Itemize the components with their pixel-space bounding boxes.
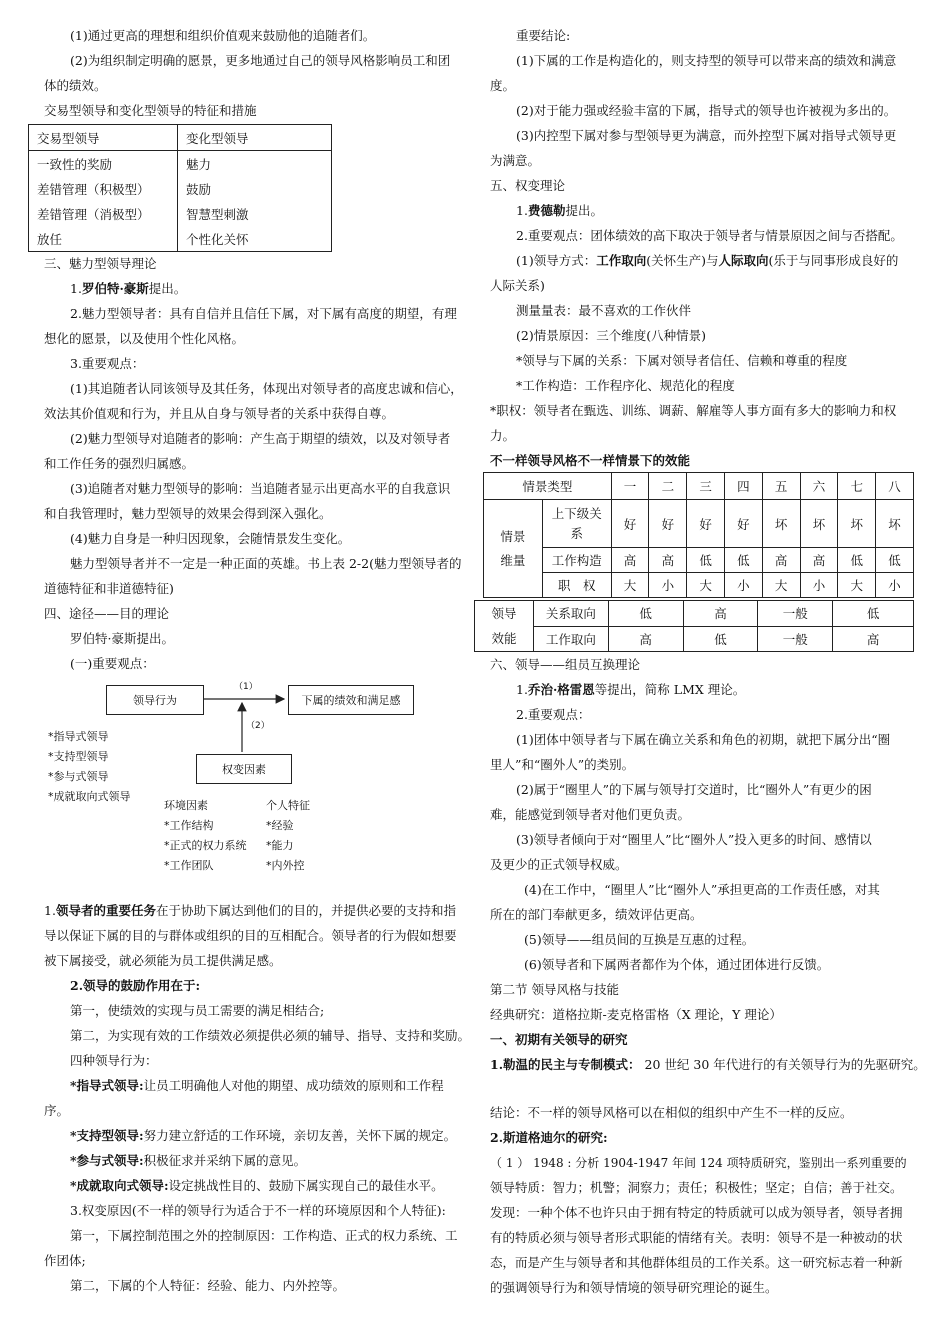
paragraph: (一)重要观点： bbox=[70, 656, 155, 671]
paragraph: *职权：领导者在甄选、训练、调薪、解雇等人事方面有多大的影响力和权 bbox=[490, 403, 897, 418]
paragraph: 态，而是产生与领导者和其他群体组员的工作关系。这一研究标志着一种新 bbox=[490, 1255, 903, 1270]
paragraph: 里人”和“圈外人”的类别。 bbox=[490, 757, 635, 772]
table-cell: 好 bbox=[649, 500, 687, 548]
paragraph: 第二，下属的个人特征：经验、能力、内外控等。 bbox=[70, 1278, 346, 1293]
paragraph: 序。 bbox=[44, 1103, 70, 1118]
situation-number: 五 bbox=[762, 473, 800, 500]
paragraph: 发现：一种个体不也许只由于拥有特定的特质就可以成为领导者，领导者拥 bbox=[490, 1205, 903, 1220]
paragraph: 及更少的正式领导权威。 bbox=[490, 857, 628, 872]
paragraph: 1.领导者的重要任务在于协助下属达到他们的目的，并提供必要的支持和指 bbox=[44, 903, 456, 918]
paragraph: 测量量表：最不喜欢的工作伙伴 bbox=[516, 303, 692, 318]
paragraph: 1.勒温的民主与专制模式： 20 世纪 30 年代进行的有关领导行为的先驱研究。 bbox=[490, 1057, 926, 1072]
personal-item: *经验 bbox=[266, 819, 294, 832]
table-cell: 差错管理（积极型） bbox=[29, 176, 178, 201]
paragraph: 魅力型领导者并不一定是一种正面的英雄。书上表 2-2(魅力型领导者的 bbox=[70, 556, 462, 571]
paragraph: 2.重要观点：团体绩效的高下取决于领导者与情景原因之间与否搭配。 bbox=[516, 228, 903, 243]
personal-title: 个人特征 bbox=[266, 799, 310, 812]
paragraph: *支持型领导:努力建立舒适的工作环境，亲切友善，关怀下属的规定。 bbox=[70, 1128, 457, 1143]
paragraph: 被下属接受，就必须能为员工提供满足感。 bbox=[44, 953, 282, 968]
situation-number: 二 bbox=[649, 473, 687, 500]
table-cell: 个性化关怀 bbox=[186, 231, 249, 247]
style-item: *成就取向式领导 bbox=[48, 790, 131, 803]
table-cell: 高 bbox=[608, 626, 683, 652]
paragraph: 第一，下属控制范围之外的控制原因：工作构造、正式的权力系统、工 bbox=[70, 1228, 458, 1243]
paragraph: 有的特质必须与领导者形式职能的情绪有关。表明：领导不是一种被动的状 bbox=[490, 1230, 903, 1245]
paragraph: 1.费德勒提出。 bbox=[516, 203, 603, 218]
situation-number: 七 bbox=[838, 473, 876, 500]
personal-item: *内外控 bbox=[266, 859, 305, 872]
paragraph: （ 1 ） 1948 : 分析 1904-1947 年间 124 项特质研究，鉴别出一系列重要的 bbox=[490, 1156, 907, 1170]
table-cell: 高 bbox=[800, 548, 838, 573]
arrow-label-2: （2） bbox=[246, 721, 270, 731]
paragraph: 领导特质：智力；机警；洞察力；责任；积极性；坚定；自信；善于社交。 bbox=[490, 1180, 903, 1195]
paragraph: *工作构造：工作程序化、规范化的程度 bbox=[516, 378, 735, 393]
box-subordinate-performance: 下属的绩效和满足感 bbox=[288, 685, 414, 715]
lead-line: (1)通过更高的理想和组织价值观来鼓励他的追随者们。 bbox=[70, 28, 376, 43]
lead-line: 体的绩效。 bbox=[44, 78, 107, 93]
table-cell: 低 bbox=[876, 548, 914, 573]
paragraph: 导以保证下属的目的与群体或组织的目的互相配合。领导者的行为假如想要 bbox=[44, 928, 457, 943]
paragraph: 为满意。 bbox=[490, 153, 541, 168]
table-cell: 高 bbox=[611, 548, 649, 573]
row-label: 关系取向 bbox=[533, 601, 608, 627]
table-cell: 放任 bbox=[29, 226, 178, 252]
arrow-label-1: （1） bbox=[234, 682, 258, 692]
paragraph: 重要结论: bbox=[516, 28, 571, 43]
path-goal-diagram bbox=[44, 675, 462, 875]
paragraph: (1)下属的工作是构造化的，则支持型的领导可以带来高的绩效和满意 bbox=[516, 53, 897, 68]
table-header: 变化型领导 bbox=[186, 130, 249, 146]
paragraph: 和工作任务的强烈归属感。 bbox=[44, 456, 195, 471]
section-heading: 一、初期有关领导的研究 bbox=[490, 1032, 628, 1047]
table-title: 不一样领导风格不一样情景下的效能 bbox=[490, 453, 691, 468]
table-cell: 坏 bbox=[876, 500, 914, 548]
table-cell: 大 bbox=[838, 573, 876, 598]
paragraph: 结论：不一样的领导风格可以在相似的组织中产生不一样的反应。 bbox=[490, 1105, 853, 1120]
table-cell: 智慧型刺激 bbox=[186, 206, 249, 222]
paragraph: (4)在工作中，“圈里人”比“圈外人”承担更高的工作责任感，对其 bbox=[524, 882, 880, 897]
paragraph: 想化的愿景，以及使用个性化风格。 bbox=[44, 331, 245, 346]
table-cell: 小 bbox=[800, 573, 838, 598]
paragraph: *指导式领导:让员工明确他人对他的期望、成功绩效的原则和工作程 bbox=[70, 1078, 444, 1093]
paragraph: (3)追随者对魅力型领导的影响：当追随者显示出更高水平的自我意识 bbox=[70, 481, 451, 496]
paragraph: 度。 bbox=[490, 78, 516, 93]
section-heading: 四、途径——目的理论 bbox=[44, 606, 170, 621]
table-cell: 低 bbox=[838, 548, 876, 573]
box-contingency-factors: 权变因素 bbox=[196, 754, 292, 784]
paragraph: 效法其价值观和行为，并且从自身与领导者的关系中获得自尊。 bbox=[44, 406, 395, 421]
paragraph: 3.重要观点： bbox=[70, 356, 145, 371]
paragraph: (2)属于“圈里人”的下属与领导打交道时，比“圈外人”有更少的困 bbox=[516, 782, 872, 797]
env-item: *正式的权力系统 bbox=[164, 839, 247, 852]
table-cell: 低 bbox=[608, 601, 683, 627]
env-item: *工作团队 bbox=[164, 859, 214, 872]
table-cell: 坏 bbox=[838, 500, 876, 548]
fiedler-situation-table bbox=[483, 472, 914, 598]
paragraph: 经典研究：道格拉斯-麦克格雷格（X 理论，Y 理论） bbox=[490, 1007, 782, 1022]
section-heading: 五、权变理论 bbox=[490, 178, 566, 193]
paragraph: (2)魅力型领导对追随者的影响：产生高于期望的绩效，以及对领导者 bbox=[70, 431, 451, 446]
paragraph: 罗伯特·豪斯提出。 bbox=[70, 631, 174, 646]
paragraph: *参与式领导:积极征求并采纳下属的意见。 bbox=[70, 1153, 307, 1168]
paragraph: (2)情景原因：三个维度(八种情景) bbox=[516, 328, 706, 343]
lead-line: (2)为组织制定明确的愿景，更多地通过自己的领导风格影响员工和团 bbox=[70, 53, 451, 68]
env-title: 环境因素 bbox=[164, 799, 208, 812]
table-cell: 一致性的奖励 bbox=[29, 151, 178, 177]
table-cell: 高 bbox=[683, 601, 758, 627]
box-leader-behavior: 领导行为 bbox=[106, 685, 204, 715]
table-cell: 鼓励 bbox=[186, 181, 212, 197]
table-cell: 低 bbox=[683, 626, 758, 652]
table-header: 情景类型 bbox=[484, 473, 612, 500]
situation-number: 八 bbox=[876, 473, 914, 500]
table-cell: 一般 bbox=[758, 626, 833, 652]
paragraph: 3.权变原因(不一样的领导行为适合于不一样的环境原因和个人特征): bbox=[70, 1203, 446, 1218]
situation-number: 六 bbox=[800, 473, 838, 500]
row-label: 职 权 bbox=[542, 573, 611, 598]
paragraph: (1)其追随者认同该领导及其任务，体现出对领导者的高度忠诚和信心， bbox=[70, 381, 463, 396]
row-label: 工作取向 bbox=[533, 626, 608, 652]
table-cell: 好 bbox=[611, 500, 649, 548]
style-item: *指导式领导 bbox=[48, 730, 109, 743]
paragraph: 道德特征和非道德特征) bbox=[44, 581, 174, 596]
paragraph: (2)对于能力强或经验丰富的下属，指导式的领导也许被视为多出的。 bbox=[516, 103, 897, 118]
table-cell: 低 bbox=[833, 601, 914, 627]
situation-number: 四 bbox=[725, 473, 763, 500]
paragraph: 2.领导的鼓励作用在于: bbox=[70, 978, 201, 993]
paragraph: (4)魅力自身是一种归因现象，会随情景发生变化。 bbox=[70, 531, 351, 546]
chapter-subtitle: 第二节 领导风格与技能 bbox=[490, 982, 619, 997]
table-cell: 一般 bbox=[758, 601, 833, 627]
table-cell: 高 bbox=[649, 548, 687, 573]
paragraph: 第二，为实现有效的工作绩效必须提供必须的辅导、指导、支持和奖励。 bbox=[70, 1028, 471, 1043]
table-cell: 坏 bbox=[800, 500, 838, 548]
paragraph: (1)团体中领导者与下属在确立关系和角色的初期，就把下属分出“圈 bbox=[516, 732, 891, 747]
dimension-label: 情景维量 bbox=[484, 500, 543, 598]
table-cell: 小 bbox=[649, 573, 687, 598]
table-cell: 高 bbox=[833, 626, 914, 652]
paragraph: 2.斯道格迪尔的研究: bbox=[490, 1130, 608, 1145]
paragraph: 1.罗伯特·豪斯提出。 bbox=[70, 281, 187, 296]
section-heading: 三、魅力型领导理论 bbox=[44, 256, 157, 271]
table-cell: 高 bbox=[762, 548, 800, 573]
paragraph: 所在的部门奉献更多，绩效评估更高。 bbox=[490, 907, 703, 922]
fiedler-effectiveness-table bbox=[474, 600, 914, 652]
paragraph: *成就取向式领导:设定挑战性目的、鼓励下属实现自己的最佳水平。 bbox=[70, 1178, 444, 1193]
paragraph: (6)领导者和下属两者都作为个体，通过团体进行反馈。 bbox=[524, 957, 830, 972]
env-item: *工作结构 bbox=[164, 819, 214, 832]
table-caption: 交易型领导和变化型领导的特征和措施 bbox=[44, 103, 257, 118]
table-cell: 大 bbox=[762, 573, 800, 598]
table-cell: 低 bbox=[725, 548, 763, 573]
paragraph: 第一，使绩效的实现与员工需要的满足相结合; bbox=[70, 1003, 325, 1018]
personal-item: *能力 bbox=[266, 839, 294, 852]
table-cell: 大 bbox=[611, 573, 649, 598]
table-cell: 小 bbox=[725, 573, 763, 598]
paragraph: 四种领导行为： bbox=[70, 1053, 158, 1068]
paragraph: 1.乔治·格雷恩等提出，简称 LMX 理论。 bbox=[516, 682, 746, 697]
table-cell: 小 bbox=[876, 573, 914, 598]
leadership-type-table bbox=[28, 124, 332, 252]
paragraph: *领导与下属的关系：下属对领导者信任、信赖和尊重的程度 bbox=[516, 353, 848, 368]
paragraph: 的强调领导行为和领导情境的领导研究理论的诞生。 bbox=[490, 1280, 778, 1295]
table-header: 交易型领导 bbox=[29, 125, 178, 151]
paragraph: (3)领导者倾向于对“圈里人”比“圈外人”投入更多的时间、感情以 bbox=[516, 832, 872, 847]
table-cell: 低 bbox=[687, 548, 725, 573]
row-label: 工作构造 bbox=[542, 548, 611, 573]
paragraph: 和自我管理时，魅力型领导的效果会得到深入强化。 bbox=[44, 506, 332, 521]
paragraph: 人际关系) bbox=[490, 278, 545, 293]
table-cell: 好 bbox=[687, 500, 725, 548]
paragraph: (5)领导——组员间的互换是互惠的过程。 bbox=[524, 932, 755, 947]
table-cell: 好 bbox=[725, 500, 763, 548]
situation-number: 三 bbox=[687, 473, 725, 500]
paragraph: (1)领导方式：工作取向(关怀生产)与人际取向(乐于与同事形成良好的 bbox=[516, 253, 899, 268]
table-cell: 坏 bbox=[762, 500, 800, 548]
paragraph: 2.魅力型领导者：具有自信并且信任下属，对下属有高度的期望，有理 bbox=[70, 306, 457, 321]
paragraph: 2.重要观点： bbox=[516, 707, 591, 722]
paragraph: 难，能感觉到领导者对他们更负责。 bbox=[490, 807, 691, 822]
situation-number: 一 bbox=[611, 473, 649, 500]
section-heading: 六、领导——组员互换理论 bbox=[490, 657, 641, 672]
table-cell: 差错管理（消极型） bbox=[29, 201, 178, 226]
paragraph: 力。 bbox=[490, 428, 516, 443]
style-item: *支持型领导 bbox=[48, 750, 109, 763]
style-item: *参与式领导 bbox=[48, 770, 109, 783]
paragraph: (3)内控型下属对参与型领导更为满意，而外控型下属对指导式领导更 bbox=[516, 128, 897, 143]
paragraph: 作团体; bbox=[44, 1253, 86, 1268]
table-cell: 大 bbox=[687, 573, 725, 598]
effectiveness-label: 领导效能 bbox=[475, 601, 534, 652]
row-label: 上下级关系 bbox=[542, 500, 611, 548]
table-cell: 魅力 bbox=[186, 156, 212, 172]
